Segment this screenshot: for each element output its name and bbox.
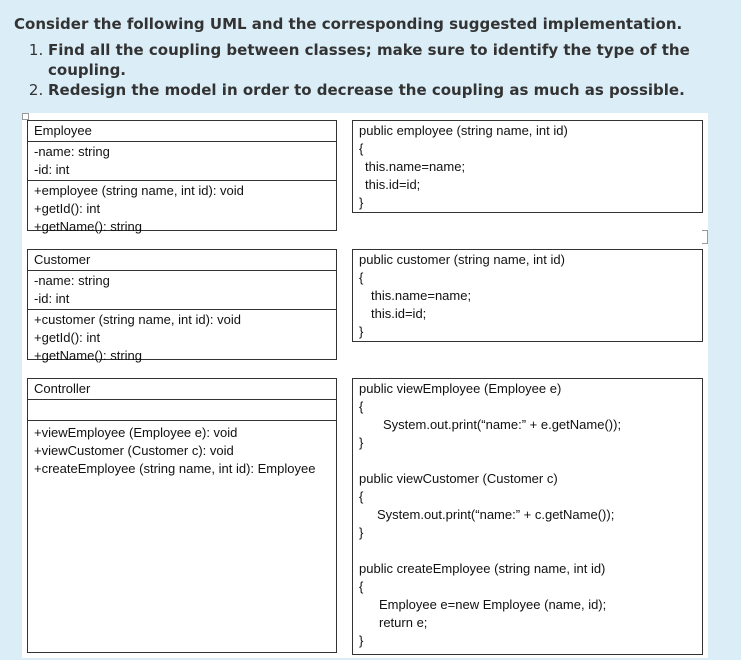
code-line: { (359, 489, 364, 504)
uml-class-name-section (28, 379, 336, 400)
controller-code-box (352, 378, 703, 655)
uml-method: +getName(): string (34, 219, 143, 234)
code-line: public employee (string name, int id) (359, 123, 568, 138)
code-line: } (359, 633, 364, 648)
code-line: this.id=id; (365, 177, 421, 192)
question-block (14, 14, 729, 100)
uml-attribute: -id: int (34, 291, 70, 306)
blank-line (359, 452, 696, 470)
uml-method: +createEmployee (string name, int id): Employee (34, 461, 316, 476)
employee-uml-class (27, 120, 337, 234)
uml-attributes-section (28, 142, 336, 181)
code-line: return e; (379, 615, 428, 630)
uml-method: +viewCustomer (Customer c): void (34, 443, 234, 458)
uml-methods-section (28, 421, 336, 479)
page-edge-mark (702, 230, 708, 244)
code-line: System.out.print(“name:” + e.getName()); (383, 417, 622, 432)
uml-class-name: Employee (34, 123, 92, 138)
code-line: { (359, 399, 364, 414)
code-line: this.name=name; (371, 288, 472, 303)
code-line: this.id=id; (371, 306, 427, 321)
uml-method: +employee (string name, int id): void (34, 183, 244, 198)
uml-method: +getId(): int (34, 201, 101, 216)
uml-attribute: -id: int (34, 162, 70, 177)
uml-methods-section (28, 181, 336, 237)
uml-method: +getName(): string (34, 348, 143, 363)
code-line: { (359, 579, 364, 594)
document-image (22, 113, 708, 658)
task-list (14, 40, 729, 100)
uml-method: +customer (string name, int id): void (34, 312, 241, 327)
uml-attribute: -name: string (34, 144, 110, 159)
uml-method: +viewEmployee (Employee e): void (34, 425, 238, 440)
question-intro: Consider the following UML and the corresponding suggested implementation. (14, 15, 683, 33)
code-line: public createEmployee (string name, int id) (359, 561, 606, 576)
employee-code-box (352, 120, 703, 213)
task-item: 2. Redesign the model in order to decrease the coupling as much as possible. (48, 80, 729, 100)
uml-attributes-section (28, 271, 336, 310)
uml-class-name-section (28, 250, 336, 271)
code-line: } (359, 435, 364, 450)
controller-uml-class (27, 378, 337, 653)
code-line: } (359, 525, 364, 540)
code-line: public customer (string name, int id) (359, 252, 565, 267)
code-line: { (359, 270, 364, 285)
table-anchor-icon (22, 113, 29, 120)
code-line: Employee e=new Employee (name, id); (379, 597, 607, 612)
uml-attributes-section (28, 400, 336, 421)
blank-line (359, 542, 696, 560)
uml-class-name-section (28, 121, 336, 142)
code-line: { (359, 141, 364, 156)
code-line: public viewEmployee (Employee e) (359, 381, 562, 396)
uml-methods-section (28, 310, 336, 366)
uml-attribute: -name: string (34, 273, 110, 288)
code-line: System.out.print(“name:” + c.getName()); (377, 507, 615, 522)
uml-class-name: Controller (34, 381, 91, 396)
customer-code-box (352, 249, 703, 342)
task-item: 1. Find all the coupling between classes; make sure to identify the type of the coupling. (48, 40, 729, 80)
code-line: this.name=name; (365, 159, 466, 174)
code-line: } (359, 195, 364, 210)
customer-uml-class (27, 249, 337, 363)
code-line: public viewCustomer (Customer c) (359, 471, 558, 486)
code-line: } (359, 324, 364, 339)
uml-class-name: Customer (34, 252, 91, 267)
uml-method: +getId(): int (34, 330, 101, 345)
